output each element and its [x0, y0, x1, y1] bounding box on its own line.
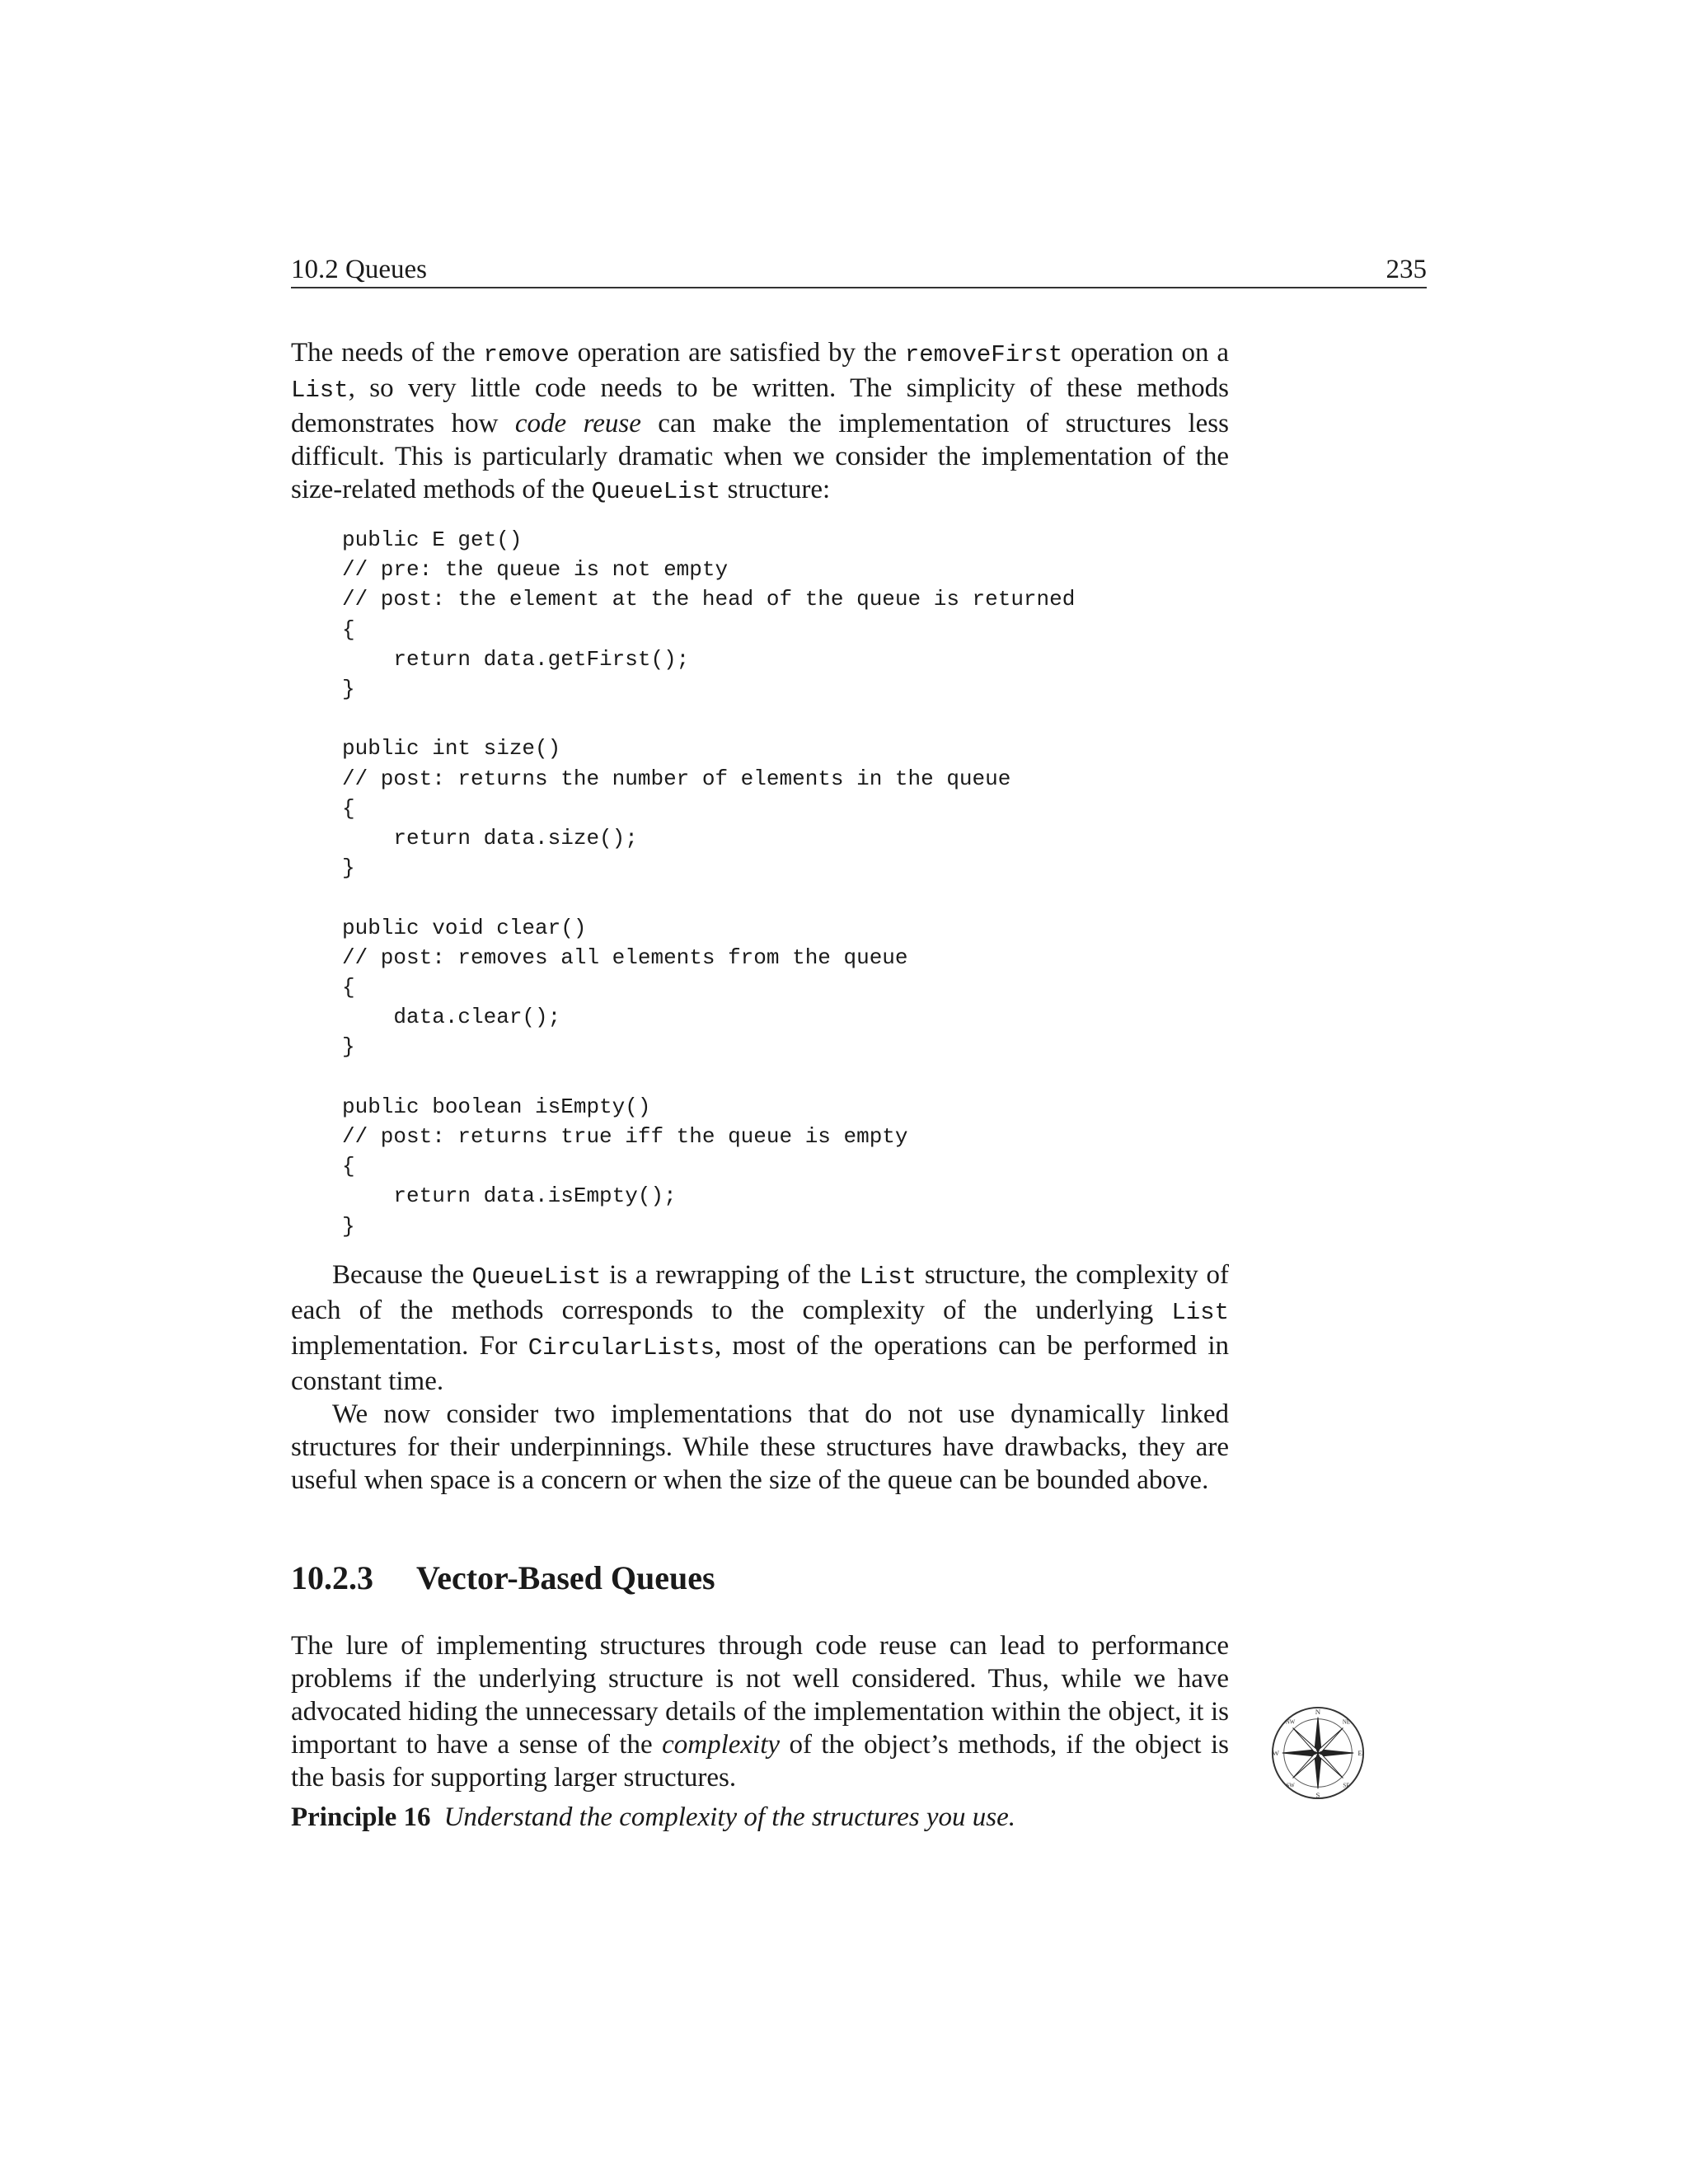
code-listing: public E get() // pre: the queue is not empty // post: the element at the head of the queue is returned { return data.getFirst(); } public int size() // post: returns the number of elements in the queue { return data.size(); } public void clear() // post: removes all elements from the queue { data.clear(); } public boolean isEmpty() // post: returns true iff the queue is empty { return data.isEmpty(); }: [342, 527, 1076, 1239]
inline-code: List: [859, 1263, 917, 1291]
compass-ne-label: NE: [1342, 1719, 1351, 1726]
compass-nw-label: NW: [1285, 1719, 1296, 1726]
page-number: 235: [1386, 255, 1427, 284]
section-title: Vector-Based Queues: [416, 1559, 715, 1596]
section-heading: [291, 1558, 715, 1599]
compass-south-label: S: [1315, 1791, 1320, 1800]
emphasis: complexity: [662, 1730, 781, 1760]
inline-code: List: [1171, 1299, 1229, 1326]
paragraph-1: The needs of the remove operation are satisfied by the removeFirst operation on a List, so very little code needs to be written. The simplicity of these methods demonstrates how code reuse can make the implementation of structures less difficult. This is particularly dramatic when we consider the implementation of the size-related methods of the QueueList structure:: [291, 338, 1229, 505]
header-section-title: 10.2 Queues: [291, 255, 427, 284]
inline-code: removeFirst: [904, 341, 1063, 368]
inline-code: QueueList: [591, 478, 721, 505]
emphasis: code reuse: [514, 409, 641, 438]
principle: [291, 1801, 1015, 1834]
principle-label: Principle 16: [291, 1802, 431, 1832]
running-header: [291, 252, 1427, 288]
section-number: 10.2.3: [291, 1559, 373, 1596]
compass-north-label: N: [1315, 1707, 1321, 1716]
paragraph-2: Because the QueueList is a rewrapping of the List structure, the complexity of each of the methods corresponds to the complexity of the underlying List implementation. For CircularLists, most of the operations can be performed in constant time. We now consider two implementations that do not use dynamically linked structures for their underpinnings. While these structures have drawbacks, they are useful when space is a concern or when the size of the queue can be bounded above.: [291, 1260, 1229, 1495]
compass-west-label: W: [1272, 1748, 1280, 1757]
inline-code: List: [291, 377, 349, 404]
compass-sw-label: SW: [1286, 1783, 1295, 1789]
compass-rose-icon: [1269, 1704, 1367, 1802]
principle-text: Understand the complexity of the structures you use.: [443, 1802, 1016, 1832]
inline-code: remove: [483, 341, 570, 368]
compass-east-label: E: [1357, 1748, 1362, 1757]
paragraph-3: We now consider two implementations that do not use dynamically linked structures for their underpinnings. While these structures have drawbacks, they are useful when space is a concern or when the size of the queue can be bounded above.: [291, 1399, 1229, 1495]
paragraph-4: The lure of implementing structures through code reuse can lead to performance problems if the underlying structure is not well considered. Thus, while we have advocated hiding the unnecessary details of the implementation within the object, it is important to have a sense of the complexity of the object’s methods, if the object is the basis for supporting larger structures.: [291, 1631, 1230, 1793]
compass-se-label: SE: [1343, 1783, 1350, 1789]
inline-code: CircularLists: [528, 1334, 715, 1361]
inline-code: QueueList: [471, 1263, 602, 1291]
